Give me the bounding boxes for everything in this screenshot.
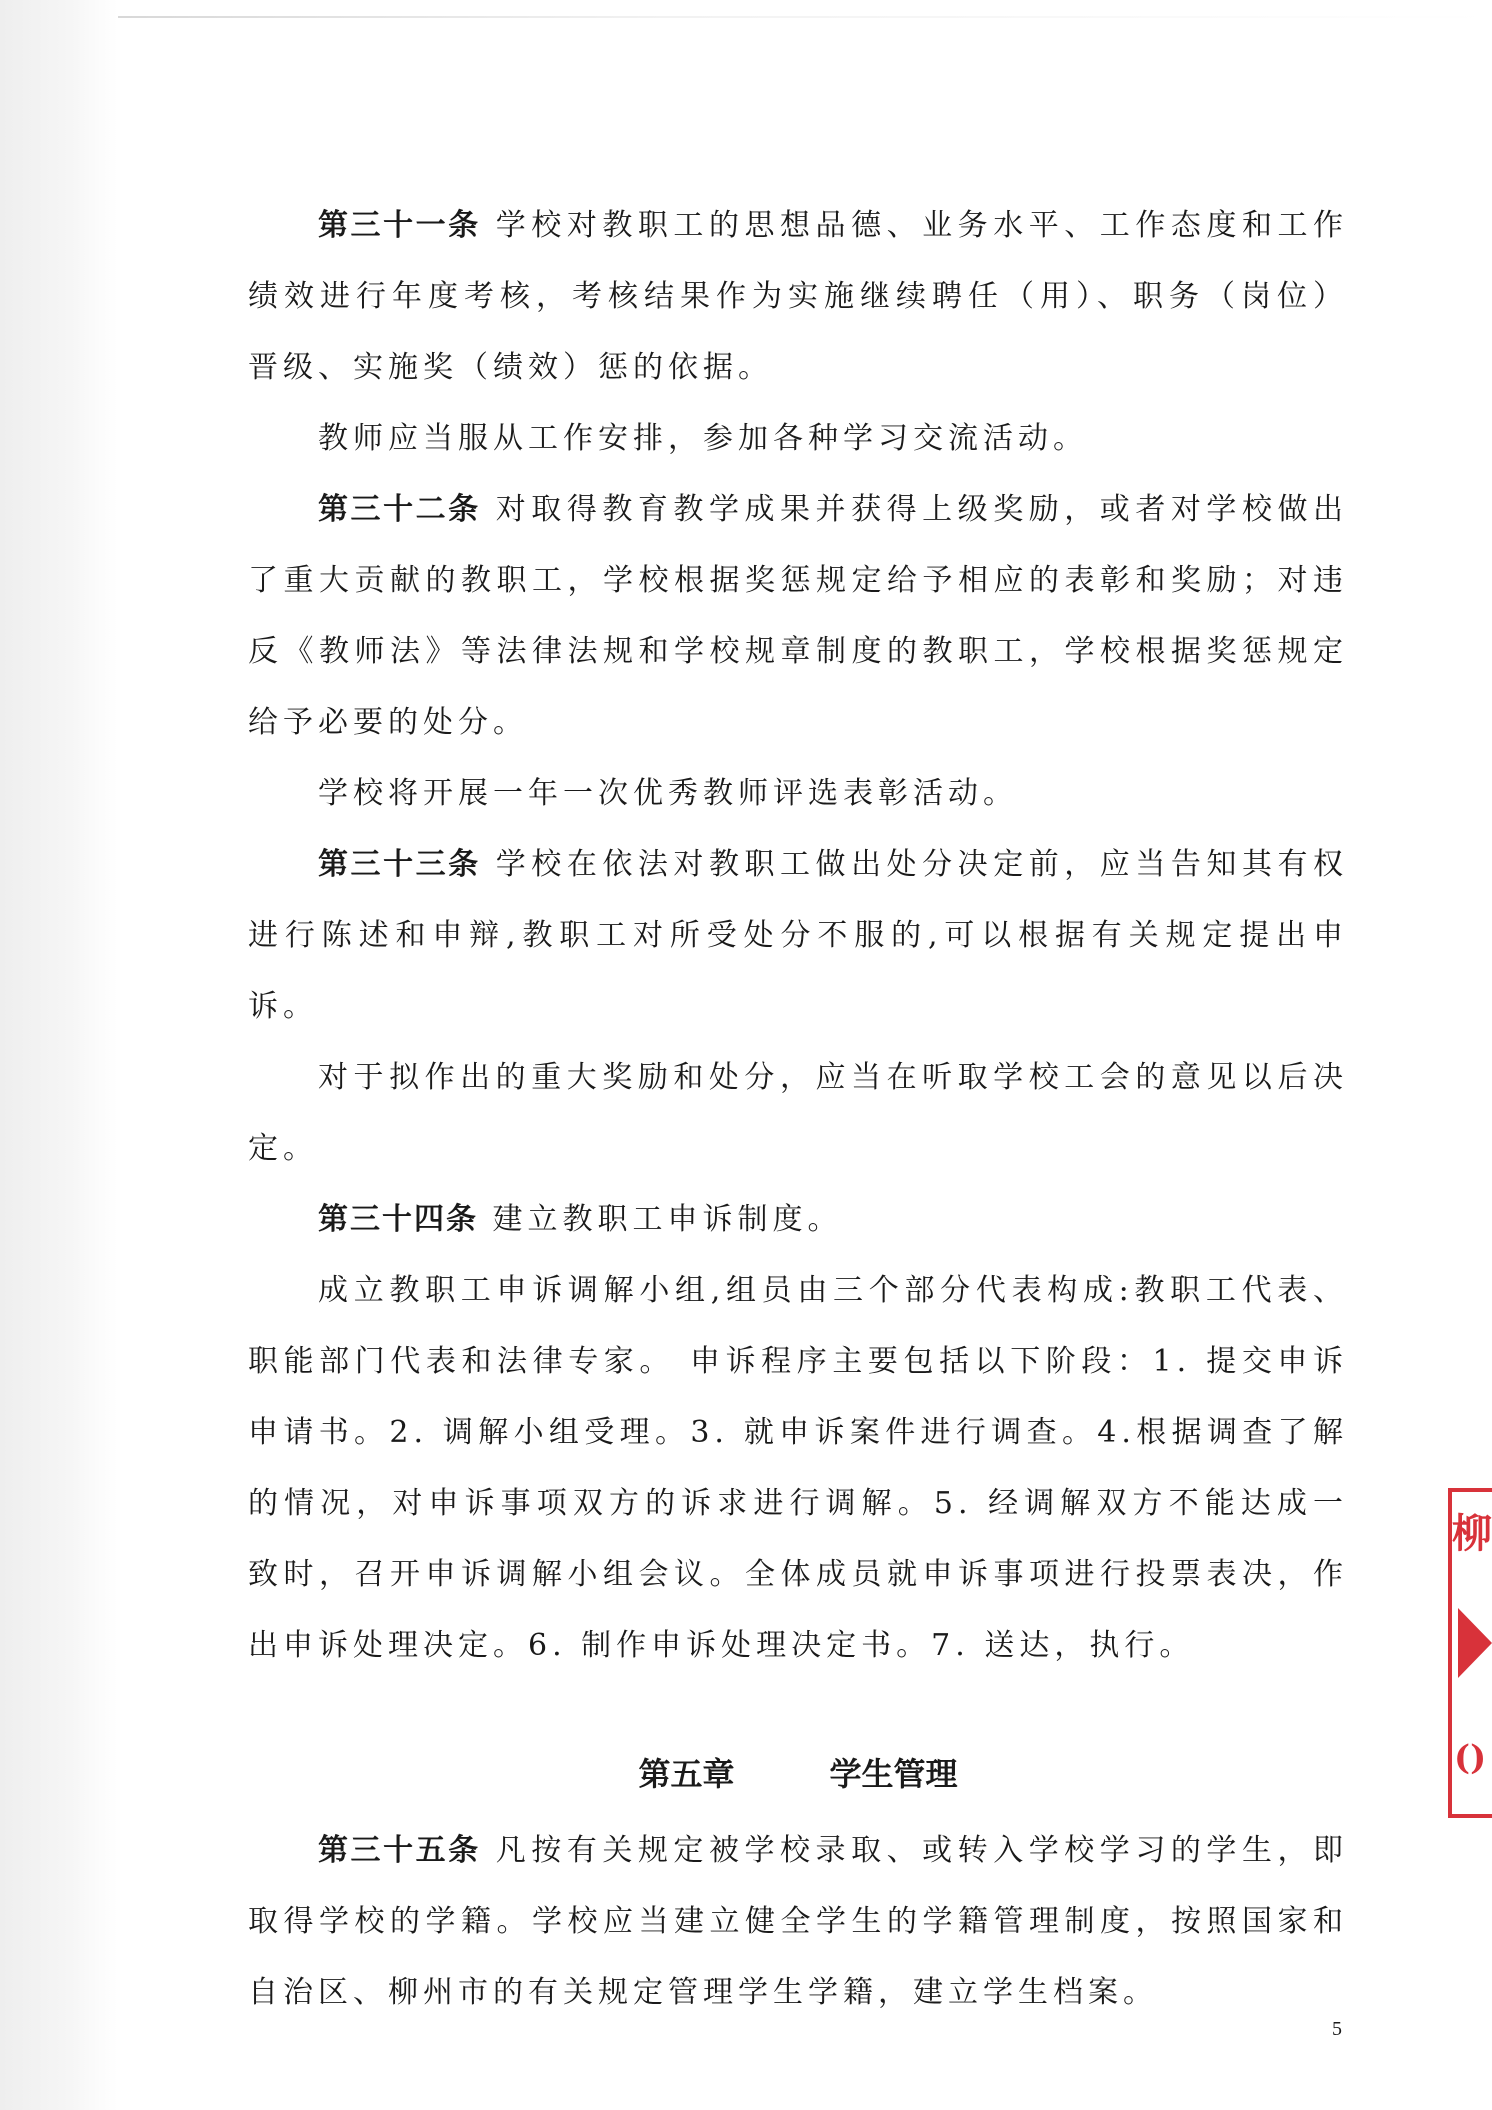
chapter-number: 第五章 — [638, 1755, 735, 1793]
chapter-heading — [248, 1739, 1348, 1809]
binding-shadow — [0, 0, 118, 2110]
article-number: 第三十四条 — [318, 1202, 478, 1237]
seal-char: 柳 — [1452, 1510, 1492, 1557]
article-35 — [248, 1815, 1348, 2028]
article-number: 第三十二条 — [318, 492, 481, 527]
document-body — [248, 190, 1348, 2028]
chapter-title: 学生管理 — [829, 1755, 958, 1793]
article-number: 第三十五条 — [318, 1833, 481, 1868]
article-number: 第三十三条 — [318, 847, 481, 882]
seal-star-icon — [1458, 1608, 1492, 1678]
article-33 — [248, 829, 1348, 1042]
article-text: 凡按有关规定被学校录取、或转入学校学习的学生，即取得学校的学籍。学校应当建立健全学生的学籍管理制度，按照国家和自治区、柳州市的有关规定管理学生学籍，建立学生档案。 — [248, 1833, 1349, 2010]
page-top-edge — [118, 16, 1492, 18]
article-text: 对取得教育教学成果并获得上级奖励，或者对学校做出了重大贡献的教职工，学校根据奖惩规定给予相应的表彰和奖励；对违反《教师法》等法律法规和学校规章制度的教职工，学校根据奖惩规定给予必要的处分。 — [248, 492, 1349, 740]
paragraph: 成立教职工申诉调解小组,组员由三个部分代表构成:教职工代表、职能部门代表和法律专家。 申诉程序主要包括以下阶段：1. 提交申诉申请书。2. 调解小组受理。3. 就申诉案件进行调查。4.根据调查了解的情况，对申诉事项双方的诉求进行调解。5. 经调解双方不能达成一致时，召开申诉调解小组会议。全体成员就申诉事项进行投票表决，作出申诉处理决定。6. 制作申诉处理决定书。7. 送达，执行。 — [248, 1273, 1348, 1663]
article-34 — [248, 1184, 1348, 1255]
paragraph: 对于拟作出的重大奖励和处分，应当在听取学校工会的意见以后决定。 — [248, 1060, 1348, 1166]
page-number: 5 — [1332, 2018, 1342, 2040]
paragraph: 教师应当服从工作安排，参加各种学习交流活动。 — [318, 421, 1088, 456]
article-text: 建立教职工申诉制度。 — [492, 1202, 843, 1237]
article-text: 学校对教职工的思想品德、业务水平、工作态度和工作绩效进行年度考核，考核结果作为实施继续聘任（用）、职务（岗位）晋级、实施奖（绩效）惩的依据。 — [248, 208, 1349, 385]
article-text: 学校在依法对教职工做出处分决定前，应当告知其有权进行陈述和申辩,教职工对所受处分不服的,可以根据有关规定提出申诉。 — [248, 847, 1349, 1024]
article-32 — [248, 474, 1348, 758]
seal-char: () — [1454, 1738, 1487, 1778]
article-31 — [248, 190, 1348, 403]
paragraph: 学校将开展一年一次优秀教师评选表彰活动。 — [318, 776, 1018, 811]
article-number: 第三十一条 — [318, 208, 481, 243]
